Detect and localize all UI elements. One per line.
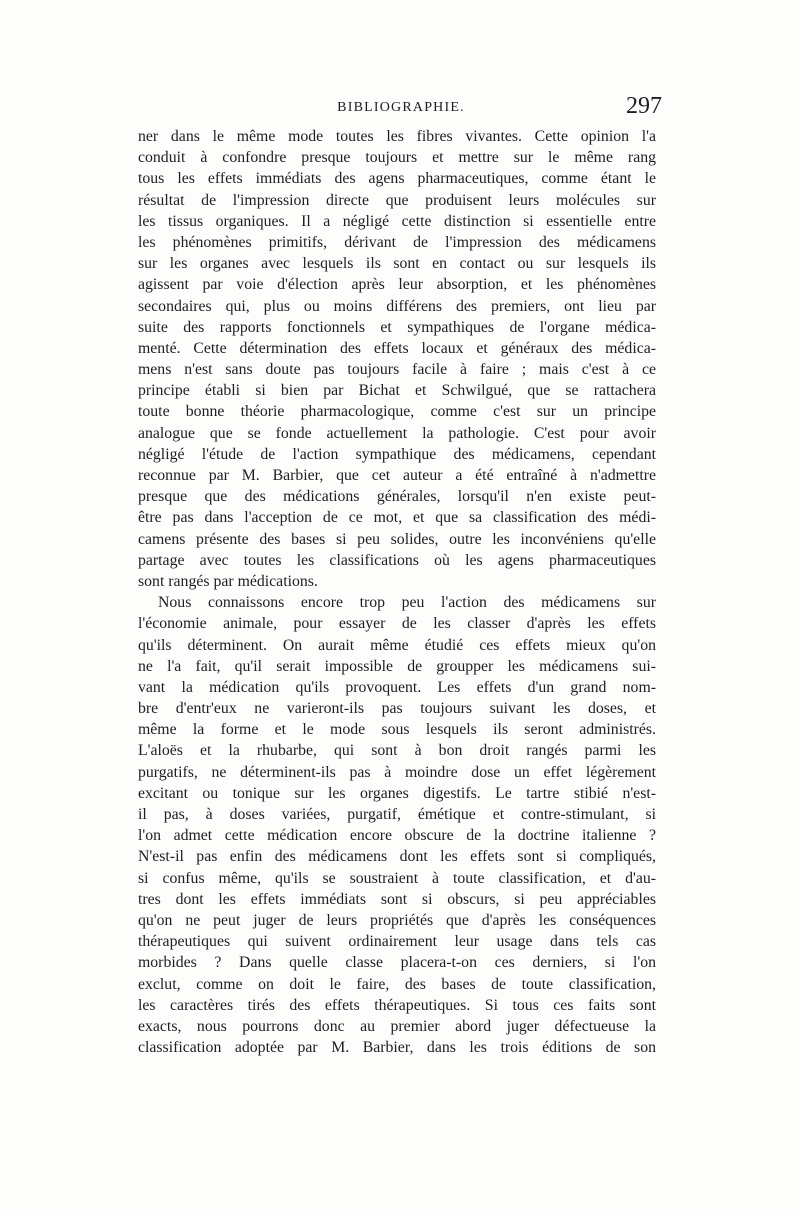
- text-line: les caractères tirés des effets thérapeutiques. Si tous ces faits sont: [138, 996, 656, 1014]
- text-line: secondaires qui, plus ou moins différens des premiers, ont lieu par: [138, 297, 656, 315]
- text-line: L'aloës et la rhubarbe, qui sont à bon droit rangés parmi les: [138, 742, 656, 760]
- text-line: reconnue par M. Barbier, que cet auteur a été entraîné à n'admettre: [138, 467, 656, 484]
- text-line: agissent par voie d'élection après leur absorption, et les phénomènes: [138, 276, 656, 294]
- text-line: principe établi si bien par Bichat et Schwilgué, que se rattachera: [138, 382, 656, 400]
- text-line: thérapeutiques qui suivent ordinairement leur usage dans tels cas: [138, 933, 656, 951]
- text-line: sont rangés par médications.: [138, 572, 318, 590]
- text-line: tres dont les effets immédiats sont si obscurs, si peu appréciables: [138, 890, 656, 908]
- text-line: sur les organes avec lesquels ils sont en contact ou sur lesquels ils: [138, 255, 656, 273]
- text-line: classification adoptée par M. Barbier, dans les trois éditions de son: [138, 1039, 656, 1057]
- text-line: résultat de l'impression directe que produisent leurs molécules sur: [138, 191, 656, 209]
- text-line: N'est-il pas enfin des médicamens dont les effets sont si compliqués,: [138, 848, 656, 866]
- text-line: analogue que se fonde actuellement la pathologie. C'est pour avoir: [138, 424, 656, 442]
- text-line: ner dans le même mode toutes les fibres vivantes. Cette opinion l'a: [138, 128, 656, 145]
- text-line: l'économie animale, pour essayer de les classer d'après les effets: [138, 615, 656, 633]
- text-line: bre d'entr'eux ne varieront-ils pas toujours suivant les doses, et: [138, 700, 656, 718]
- text-line: excitant ou tonique sur les organes digestifs. Le tartre stibié n'est-: [138, 784, 656, 802]
- text-line: il pas, à doses variées, purgatif, émétique et contre-stimulant, si: [138, 806, 656, 823]
- text-line: qu'ils déterminent. On aurait même étudié ces effets mieux qu'on: [138, 636, 656, 654]
- text-line: conduit à confondre presque toujours et mettre sur le même rang: [138, 149, 656, 167]
- text-line: même la forme et le mode sous lesquels ils seront administrés.: [138, 721, 656, 739]
- text-line: ne l'a fait, qu'il serait impossible de groupper les médicamens sui-: [138, 657, 656, 675]
- page-number: 297: [626, 93, 662, 119]
- text-line: morbides ? Dans quelle classe placera-t-on ces derniers, si l'on: [138, 954, 656, 972]
- text-line: exacts, nous pourrons donc au premier abord juger défectueuse la: [138, 1017, 656, 1035]
- text-line: suite des rapports fonctionnels et sympathiques de l'organe médica-: [138, 318, 656, 336]
- running-title: BIBLIOGRAPHIE.: [337, 100, 465, 115]
- text-line: camens présente des bases si peu solides, outre les inconvéniens qu'elle: [138, 530, 656, 548]
- running-head: [140, 93, 662, 128]
- text-line: être pas dans l'acception de ce mot, et que sa classification des médi-: [138, 509, 656, 527]
- text-line: Nous connaissons encore trop peu l'action des médicamens sur: [158, 594, 656, 612]
- text-line: purgatifs, ne déterminent-ils pas à moindre dose un effet légèrement: [138, 763, 656, 781]
- text-line: exclut, comme on doit le faire, des bases de toute classification,: [138, 975, 656, 993]
- body-text: [138, 126, 656, 1058]
- text-line: tous les effets immédiats des agens pharmaceutiques, comme étant le: [138, 170, 656, 188]
- text-line: presque que des médications générales, lorsqu'il n'en existe peut-: [138, 488, 656, 506]
- text-line: qu'on ne peut juger de leurs propriétés que d'après les conséquences: [138, 911, 656, 929]
- text-line: si confus même, qu'ils se soustraient à toute classification, et d'au-: [138, 869, 656, 887]
- text-line: toute bonne théorie pharmacologique, comme c'est sur un principe: [138, 403, 656, 421]
- text-line: mens n'est sans doute pas toujours facile à faire ; mais c'est à ce: [138, 361, 656, 379]
- text-line: l'on admet cette médication encore obscure de la doctrine italienne ?: [138, 827, 656, 845]
- text-line: menté. Cette détermination des effets locaux et généraux des médica-: [138, 339, 656, 357]
- text-line: vant la médication qu'ils provoquent. Les effets d'un grand nom-: [138, 678, 656, 696]
- paragraph: [138, 592, 656, 1058]
- text-line: les tissus organiques. Il a négligé cette distinction si essentielle entre: [138, 212, 656, 230]
- text-line: les phénomènes primitifs, dérivant de l'impression des médicamens: [138, 233, 656, 251]
- text-line: partage avec toutes les classifications où les agens pharmaceutiques: [138, 551, 656, 569]
- paragraph: [138, 126, 656, 592]
- text-line: négligé l'étude de l'action sympathique des médicamens, cependant: [138, 445, 656, 463]
